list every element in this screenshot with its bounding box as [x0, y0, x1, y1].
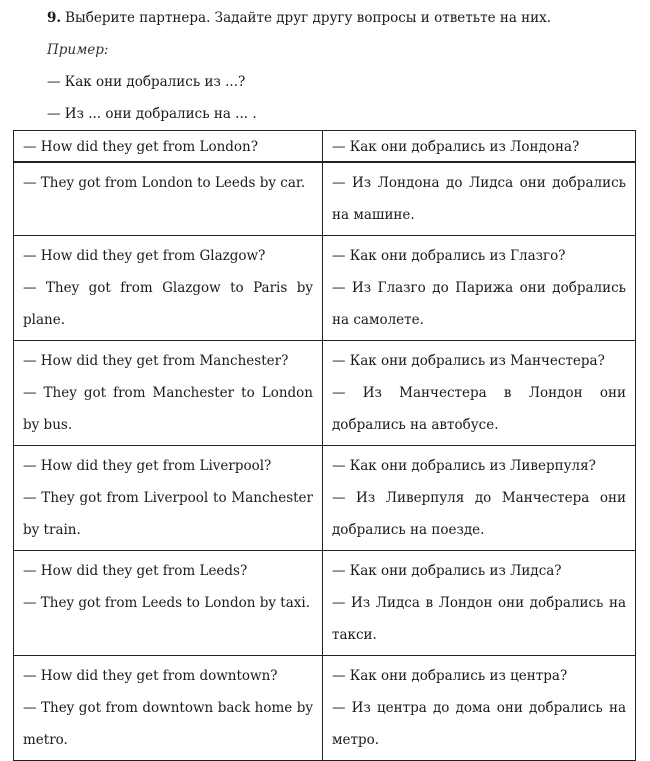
- dialog-table: [13, 130, 636, 761]
- russian-answer: — Из Ливерпуля до Манчестера они добрались на поезде.: [332, 490, 626, 538]
- header-english-cell: [14, 131, 323, 163]
- english-cell: [14, 162, 323, 236]
- english-answer: — They got from Glazgow to Paris by plane.: [23, 280, 313, 328]
- russian-answer: — Из Манчестера в Лондон они добрались на автобусе.: [332, 385, 626, 433]
- task-instruction-line: [47, 6, 637, 38]
- table-row: [14, 236, 636, 341]
- english-question: — How did they get from Manchester?: [23, 353, 289, 369]
- russian-question: — Как они добрались из Глазго?: [332, 248, 566, 264]
- russian-cell: [323, 551, 636, 656]
- task-instruction: Выберите партнера. Задайте друг другу вопросы и ответьте на них.: [65, 10, 552, 26]
- english-cell: [14, 341, 323, 446]
- russian-answer: — Из Лидса в Лондон они добрались на такси.: [332, 595, 626, 643]
- russian-answer: — Из Глазго до Парижа они добрались на самолете.: [332, 280, 626, 328]
- english-cell: [14, 236, 323, 341]
- russian-question: — Как они добрались из Манчестера?: [332, 353, 605, 369]
- example-question: — Как они добрались из ...?: [47, 74, 246, 90]
- russian-answer: — Из центра до дома они добрались на метро.: [332, 700, 626, 748]
- english-answer: — They got from downtown back home by metro.: [23, 700, 313, 748]
- table-row: [14, 162, 636, 236]
- russian-cell: [323, 236, 636, 341]
- english-question: — How did they get from Glazgow?: [23, 248, 266, 264]
- header-russian-question: — Как они добрались из Лондона?: [332, 139, 580, 155]
- table-row: [14, 446, 636, 551]
- example-answer: — Из ... они добрались на ... .: [47, 106, 257, 122]
- russian-cell: [323, 341, 636, 446]
- english-question: — How did they get from downtown?: [23, 668, 278, 684]
- english-cell: [14, 551, 323, 656]
- header-english-question: — How did they get from London?: [23, 139, 258, 155]
- task-number: 9.: [47, 10, 62, 26]
- table-header-row: [14, 131, 636, 163]
- example-label: Пример:: [47, 42, 109, 58]
- russian-question: — Как они добрались из Лидса?: [332, 563, 562, 579]
- task-intro: [47, 6, 637, 134]
- russian-question: — Как они добрались из Ливерпуля?: [332, 458, 596, 474]
- header-russian-cell: [323, 131, 636, 163]
- russian-cell: [323, 446, 636, 551]
- english-answer: — They got from Liverpool to Manchester by train.: [23, 490, 313, 538]
- russian-cell: [323, 162, 636, 236]
- english-cell: [14, 446, 323, 551]
- russian-question: — Как они добрались из центра?: [332, 668, 568, 684]
- english-answer: — They got from London to Leeds by car.: [23, 175, 306, 191]
- english-answer: — They got from Manchester to London by bus.: [23, 385, 313, 433]
- example-label-line: [47, 38, 637, 70]
- english-question: — How did they get from Leeds?: [23, 563, 248, 579]
- english-question: — How did they get from Liverpool?: [23, 458, 272, 474]
- table-row: [14, 551, 636, 656]
- table-row: [14, 341, 636, 446]
- english-answer: — They got from Leeds to London by taxi.: [23, 595, 311, 611]
- russian-answer: — Из Лондона до Лидса они добрались на машине.: [332, 175, 626, 223]
